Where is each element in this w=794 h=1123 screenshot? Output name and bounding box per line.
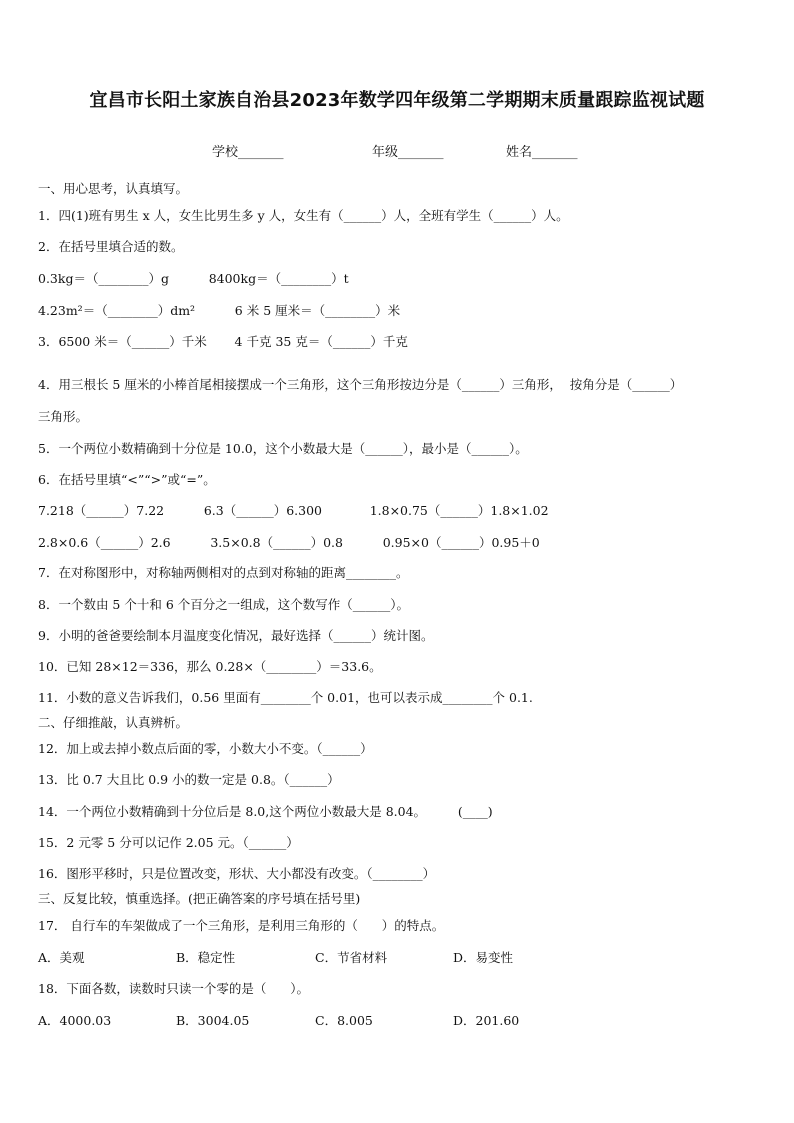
question-2: 2．在括号里填合适的数。 [38,239,184,254]
question-10: 10．已知 28×12＝336，那么 0.28×（________）＝33.6。 [38,659,382,674]
question-6-row-2: 2.8×0.6（______）2.6 3.5×0.8（______）0.8 0.95×0（______）0.95＋0 [38,535,540,550]
question-6: 6．在括号里填“<”“>”或“=”。 [38,472,216,487]
question-5: 5．一个两位小数精确到十分位是 10.0，这个小数最大是（______），最小是（______）。 [38,441,528,456]
question-18-option-a: A．4000.03 [38,1013,112,1028]
question-16: 16．图形平移时，只是位置改变，形状、大小都没有改变。（________） [38,866,436,881]
question-17-option-b: B．稳定性 [176,950,236,965]
question-15: 15．2 元零 5 分可以记作 2.05 元。（______） [38,835,299,850]
question-2-row-2: 4.23m²＝（________）dm² 6 米 5 厘米＝（________）米 [38,303,401,318]
question-4-continued: 三角形。 [38,409,89,424]
section-3-heading: 三、反复比较，慎重选择。(把正确答案的序号填在括号里) [38,891,361,906]
question-1: 1．四(1)班有男生 x 人，女生比男生多 y 人，女生有（______）人，全班有学生（______）人。 [38,208,569,223]
question-18-option-d: D．201.60 [453,1013,520,1028]
name-field: 姓名_______ [506,145,578,160]
question-8: 8．一个数由 5 个十和 6 个百分之一组成，这个数写作（______）。 [38,597,410,612]
section-2-heading: 二、仔细推敲，认真辨析。 [38,715,189,730]
question-2-row-1: 0.3kg＝（________）g 8400kg＝（________）t [38,271,349,286]
question-18-option-c: C．8.005 [315,1013,373,1028]
page-title: 宜昌市长阳土家族自治县2023年数学四年级第二学期期末质量跟踪监视试题 [89,90,705,111]
question-13: 13．比 0.7 大且比 0.9 小的数一定是 0.8。（______） [38,772,340,787]
question-4: 4．用三根长 5 厘米的小棒首尾相接摆成一个三角形，这个三角形按边分是（______）三角形， 按角分是（______） [38,377,683,392]
question-17: 17． 自行车的车架做成了一个三角形，是利用三角形的（ ）的特点。 [38,918,445,933]
question-18-option-b: B．3004.05 [176,1013,250,1028]
school-field: 学校_______ [212,145,284,160]
question-17-option-a: A．美观 [38,950,85,965]
question-12: 12．加上或去掉小数点后面的零，小数大小不变。（______） [38,741,373,756]
question-11: 11．小数的意义告诉我们，0.56 里面有________个 0.01，也可以表示成________个 0.1. [38,690,533,705]
question-17-option-c: C．节省材料 [315,950,388,965]
section-1-heading: 一、用心思考，认真填写。 [38,181,189,196]
question-17-option-d: D．易变性 [453,950,514,965]
question-14: 14．一个两位小数精确到十分位后是 8.0,这个两位小数最大是 8.04。 (____) [38,804,493,819]
question-9: 9．小明的爸爸要绘制本月温度变化情况，最好选择（______）统计图。 [38,628,434,643]
question-18: 18．下面各数，读数时只读一个零的是（ ）。 [38,981,309,996]
question-6-row-1: 7.218（______）7.22 6.3（______）6.300 1.8×0.75（______）1.8×1.02 [38,503,549,518]
question-7: 7．在对称图形中，对称轴两侧相对的点到对称轴的距离________。 [38,565,409,580]
question-3: 3．6500 米＝（______）千米 4 千克 35 克＝（______）千克 [38,334,408,349]
grade-field: 年级_______ [372,145,444,160]
